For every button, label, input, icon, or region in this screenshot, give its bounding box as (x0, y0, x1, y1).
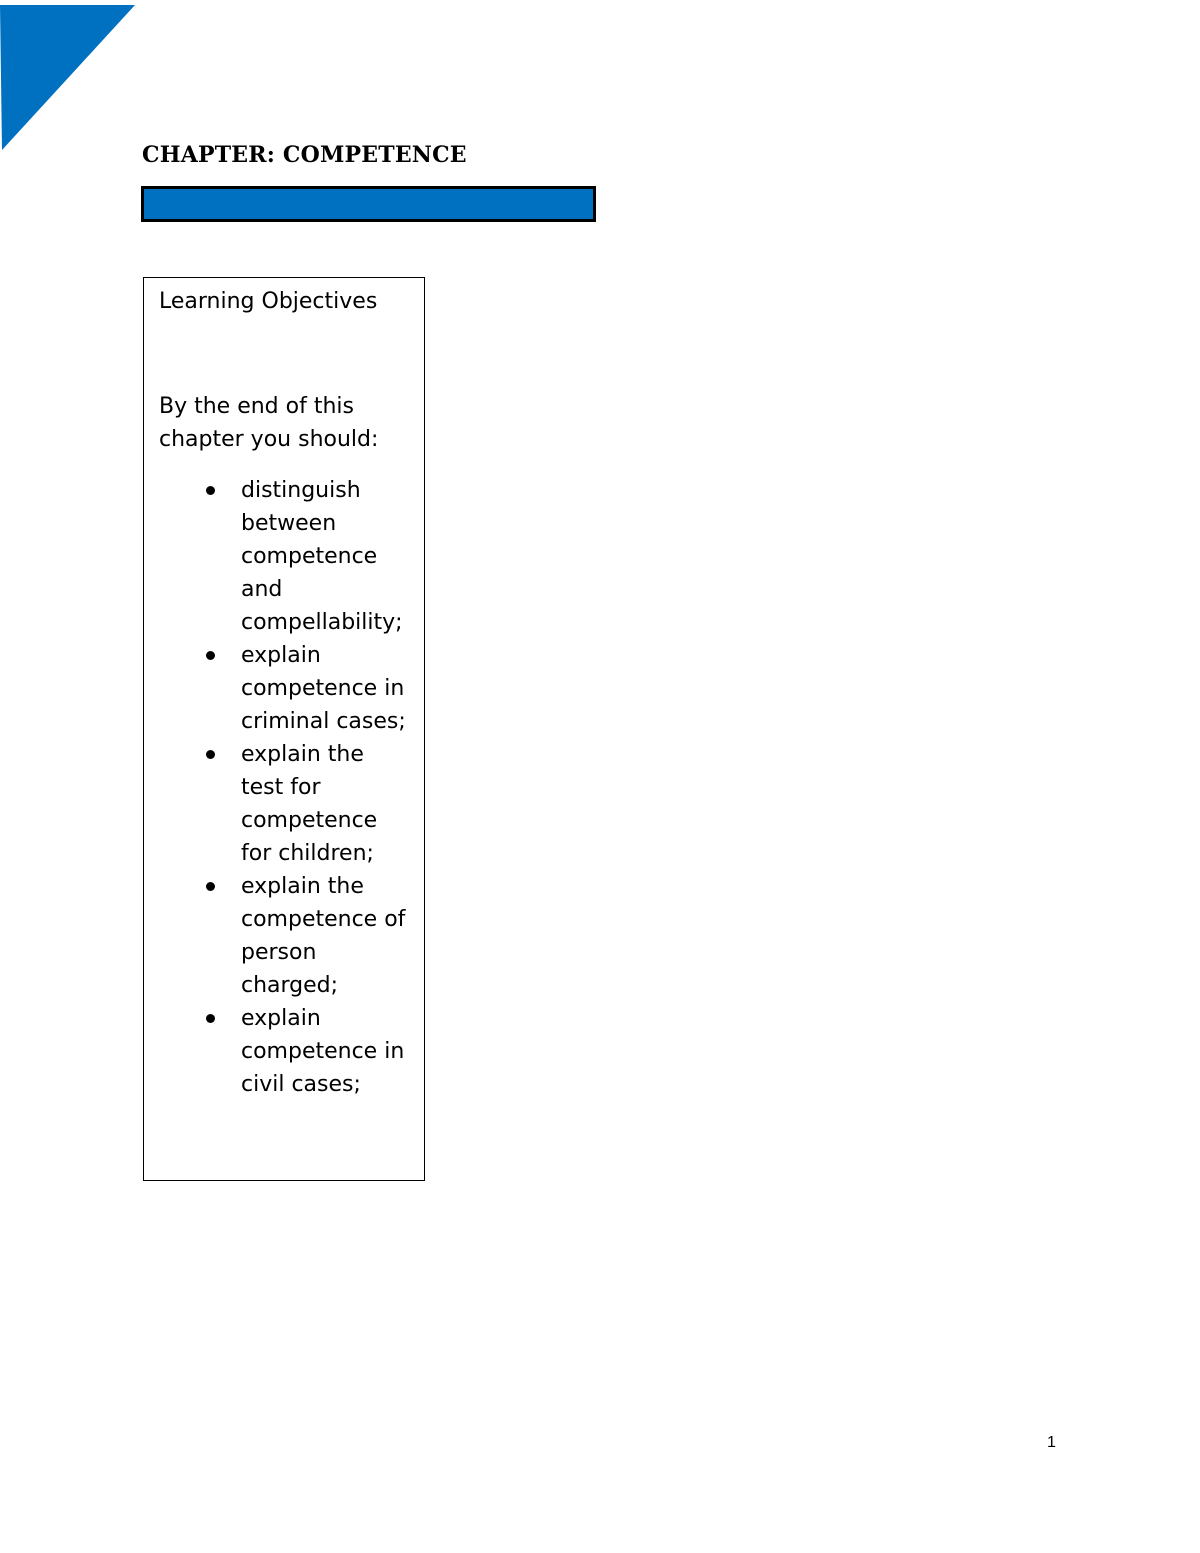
objectives-intro: By the end of this chapter you should: (159, 394, 379, 452)
chapter-title: CHAPTER: COMPETENCE (142, 142, 467, 168)
objective-text: explain the competence of person charged; (241, 874, 406, 998)
objective-text: explain the test for competence for children; (241, 742, 378, 866)
learning-objectives-box (143, 277, 425, 1181)
objective-item (144, 639, 411, 738)
objective-item (144, 1002, 411, 1101)
bullet-icon (206, 651, 215, 660)
corner-triangle-shape (0, 5, 135, 150)
objective-text: explain competence in criminal cases; (241, 643, 406, 734)
objective-item (144, 738, 411, 870)
bullet-icon (206, 486, 215, 495)
bullet-icon (206, 1014, 215, 1023)
objective-item (144, 474, 411, 639)
objective-text: distinguish between competence and compellability; (241, 478, 403, 635)
objectives-heading: Learning Objectives (159, 289, 378, 314)
corner-triangle-decoration (0, 0, 140, 152)
bullet-icon (206, 750, 215, 759)
objectives-list (144, 474, 411, 1101)
bullet-icon (206, 882, 215, 891)
objective-item (144, 870, 411, 1002)
objective-text: explain competence in civil cases; (241, 1006, 405, 1097)
title-accent-bar (141, 186, 596, 222)
page-number: 1 (1047, 1434, 1056, 1451)
